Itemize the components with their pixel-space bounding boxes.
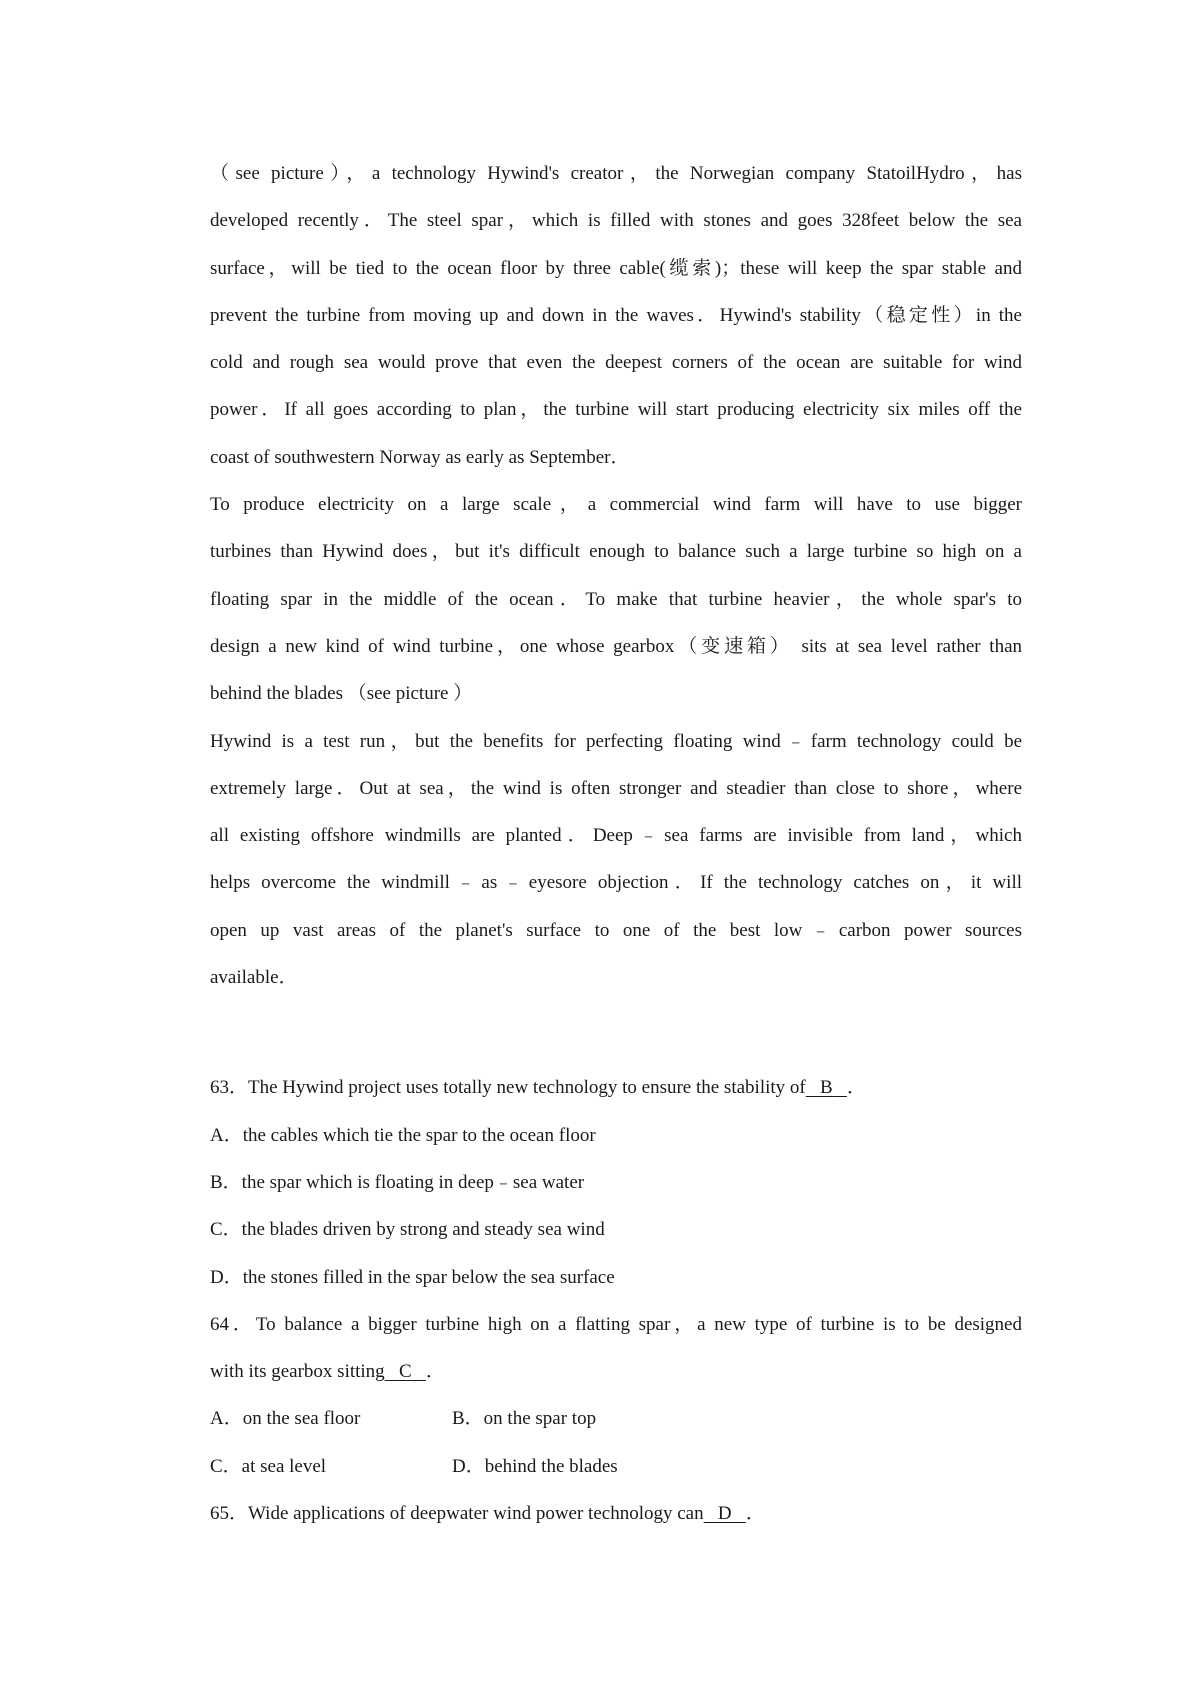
question-text: 63．The Hywind project uses totally new technology to ensure the stability of [210, 1077, 806, 1099]
answer-letter: C [398, 1361, 412, 1383]
question-64 [210, 1301, 1022, 1490]
answer-letter: D [717, 1503, 732, 1525]
option-d: D．the stones filled in the spar below the sea surface [210, 1266, 615, 1288]
question-stem [210, 1490, 1022, 1537]
text-line: coast of southwestern Norway as early as September． [210, 446, 630, 468]
text-line: open up vast areas of the planet's surface to one of the best low﹣carbon power sources [210, 919, 1022, 941]
text-line: surface，will be tied to the ocean floor by three cable(缆索)；these will keep the spar stable and [210, 257, 1022, 279]
answer-letter: B [820, 1077, 833, 1099]
option-d: D．behind the blades [452, 1455, 618, 1477]
text-line: all existing offshore windmills are planted．Deep﹣sea farms are invisible from land，which [210, 825, 1022, 847]
passage-paragraph-3 [210, 718, 1022, 1002]
answer-blank [806, 1077, 847, 1098]
text-line: developed recently．The steel spar，which is filled with stones and goes 328feet below the sea [210, 210, 1022, 232]
answer-blank [385, 1361, 426, 1382]
text-line: （see picture），a technology Hywind's creator，the Norwegian company StatoilHydro，has [210, 163, 1022, 184]
section-gap [210, 1001, 1022, 1064]
text-line: extremely large．Out at sea，the wind is often stronger and steadier than close to shore，where [210, 777, 1022, 799]
question-end: ． [425, 1361, 445, 1383]
passage-paragraph-2 [210, 481, 1022, 717]
question-text: with its gearbox sitting [210, 1361, 385, 1383]
option-a: A．on the sea floor [210, 1408, 361, 1430]
option-c: C．at sea level [210, 1455, 327, 1477]
text-line: cold and rough sea would prove that even the deepest corners of the ocean are suitable for wind [210, 352, 1022, 374]
question-65 [210, 1490, 1022, 1537]
passage-paragraph-1 [210, 150, 1022, 481]
text-line: power．If all goes according to plan，the turbine will start producing electricity six miles off the [210, 399, 1022, 421]
document-page [210, 150, 1022, 1537]
text-line: behind the blades （see picture ） [210, 683, 473, 705]
option-a: A．the cables which tie the spar to the ocean floor [210, 1124, 596, 1146]
question-end: ． [745, 1503, 765, 1525]
question-stem-continued [210, 1348, 1022, 1395]
answer-blank [704, 1503, 746, 1524]
text-line: available． [210, 967, 298, 989]
question-end: ． [846, 1077, 866, 1099]
option-b: B．the spar which is floating in deep﹣sea water [210, 1171, 585, 1193]
text-line: prevent the turbine from moving up and down in the waves．Hywind's stability（稳定性）in the [210, 304, 1022, 326]
question-text: 65．Wide applications of deepwater wind power technology can [210, 1503, 704, 1525]
question-63 [210, 1064, 1022, 1300]
option-row [210, 1443, 1022, 1490]
option-c: C．the blades driven by strong and steady sea wind [210, 1219, 605, 1241]
option-row [210, 1395, 1022, 1442]
text-line: To produce electricity on a large scale，a commercial wind farm will have to use bigger [210, 494, 1022, 516]
option-b: B．on the spar top [452, 1408, 597, 1430]
text-line: Hywind is a test run，but the benefits for perfecting floating wind﹣farm technology could be [210, 730, 1022, 752]
question-stem: 64．To balance a bigger turbine high on a flatting spar，a new type of turbine is to be designed [210, 1313, 1022, 1335]
question-stem [210, 1064, 1022, 1111]
text-line: design a new kind of wind turbine，one whose gearbox（变速箱） sits at sea level rather than [210, 635, 1022, 657]
text-line: helps overcome the windmill﹣as﹣eyesore objection．If the technology catches on，it will [210, 872, 1022, 894]
text-line: turbines than Hywind does，but it's difficult enough to balance such a large turbine so high on a [210, 541, 1022, 563]
text-line: floating spar in the middle of the ocean．To make that turbine heavier，the whole spar's to [210, 588, 1022, 610]
